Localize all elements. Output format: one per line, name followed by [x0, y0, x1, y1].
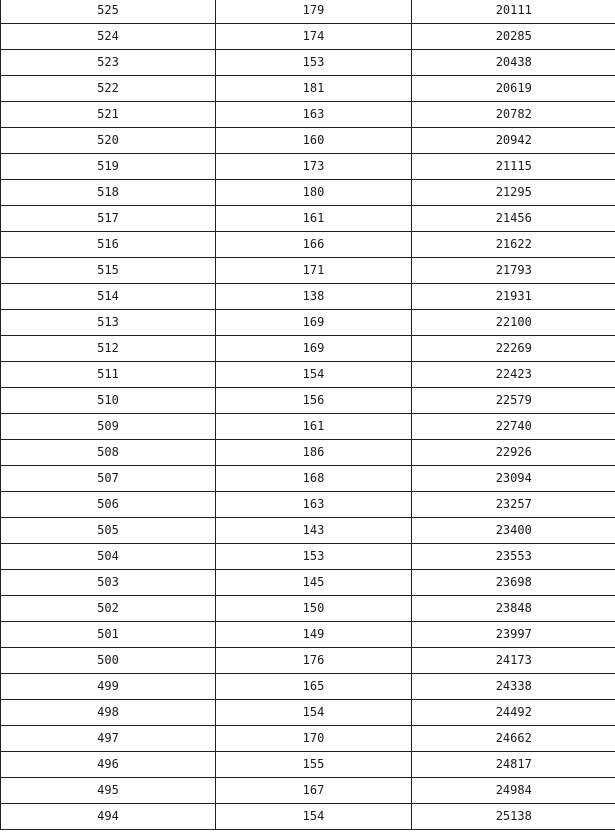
- score-cell: 496: [1, 752, 216, 778]
- table-row: [1, 518, 615, 544]
- count-cell: 154: [216, 700, 412, 726]
- cumulative-cell: 21295: [412, 180, 615, 206]
- cumulative-cell: 20782: [412, 102, 615, 128]
- score-cell: 524: [1, 24, 216, 50]
- score-cell: 518: [1, 180, 216, 206]
- table-row: [1, 414, 615, 440]
- score-cell: 515: [1, 258, 216, 284]
- table-row: [1, 336, 615, 362]
- count-cell: 160: [216, 128, 412, 154]
- cumulative-cell: 20619: [412, 76, 615, 102]
- cumulative-cell: 23698: [412, 570, 615, 596]
- score-cell: 512: [1, 336, 216, 362]
- cumulative-cell: 21115: [412, 154, 615, 180]
- score-cell: 500: [1, 648, 216, 674]
- score-cell: 508: [1, 440, 216, 466]
- score-cell: 503: [1, 570, 216, 596]
- count-cell: 163: [216, 492, 412, 518]
- score-cell: 523: [1, 50, 216, 76]
- cumulative-cell: 23848: [412, 596, 615, 622]
- score-cell: 505: [1, 518, 216, 544]
- score-cell: 502: [1, 596, 216, 622]
- table-row: [1, 596, 615, 622]
- count-cell: 173: [216, 154, 412, 180]
- cumulative-cell: 22740: [412, 414, 615, 440]
- table-row: [1, 648, 615, 674]
- count-cell: 167: [216, 778, 412, 804]
- score-cell: 507: [1, 466, 216, 492]
- score-cell: 509: [1, 414, 216, 440]
- score-cell: 514: [1, 284, 216, 310]
- score-cell: 495: [1, 778, 216, 804]
- score-cell: 494: [1, 804, 216, 830]
- table-row: [1, 466, 615, 492]
- count-cell: 143: [216, 518, 412, 544]
- table-row: [1, 778, 615, 804]
- count-cell: 169: [216, 310, 412, 336]
- score-cell: 525: [1, 0, 216, 24]
- score-cell: 520: [1, 128, 216, 154]
- table-row: [1, 232, 615, 258]
- count-cell: 161: [216, 414, 412, 440]
- cumulative-cell: 24338: [412, 674, 615, 700]
- count-cell: 153: [216, 50, 412, 76]
- cumulative-cell: 22423: [412, 362, 615, 388]
- cumulative-cell: 22579: [412, 388, 615, 414]
- cumulative-cell: 25138: [412, 804, 615, 830]
- cumulative-cell: 21793: [412, 258, 615, 284]
- table-row: [1, 570, 615, 596]
- table-row: [1, 700, 615, 726]
- score-cell: 516: [1, 232, 216, 258]
- table-row: [1, 76, 615, 102]
- cumulative-cell: 22269: [412, 336, 615, 362]
- score-cell: 506: [1, 492, 216, 518]
- count-cell: 150: [216, 596, 412, 622]
- count-cell: 180: [216, 180, 412, 206]
- table-row: [1, 726, 615, 752]
- table-row: [1, 128, 615, 154]
- table-row: [1, 24, 615, 50]
- count-cell: 179: [216, 0, 412, 24]
- cumulative-cell: 20942: [412, 128, 615, 154]
- cumulative-cell: 23553: [412, 544, 615, 570]
- score-cell: 501: [1, 622, 216, 648]
- count-cell: 163: [216, 102, 412, 128]
- cumulative-cell: 23400: [412, 518, 615, 544]
- cumulative-cell: 23257: [412, 492, 615, 518]
- cumulative-cell: 21456: [412, 206, 615, 232]
- cumulative-cell: 23094: [412, 466, 615, 492]
- cumulative-cell: 22100: [412, 310, 615, 336]
- count-cell: 145: [216, 570, 412, 596]
- count-cell: 154: [216, 804, 412, 830]
- cumulative-cell: 24662: [412, 726, 615, 752]
- table-row: [1, 804, 615, 830]
- count-cell: 161: [216, 206, 412, 232]
- table-row: [1, 258, 615, 284]
- count-cell: 168: [216, 466, 412, 492]
- count-cell: 186: [216, 440, 412, 466]
- cumulative-cell: 24173: [412, 648, 615, 674]
- table-row: [1, 0, 615, 24]
- count-cell: 170: [216, 726, 412, 752]
- table-row: [1, 206, 615, 232]
- table-row: [1, 362, 615, 388]
- score-cell: 513: [1, 310, 216, 336]
- cumulative-cell: 24984: [412, 778, 615, 804]
- cumulative-cell: 20285: [412, 24, 615, 50]
- count-cell: 169: [216, 336, 412, 362]
- count-cell: 155: [216, 752, 412, 778]
- count-cell: 171: [216, 258, 412, 284]
- count-cell: 156: [216, 388, 412, 414]
- count-cell: 176: [216, 648, 412, 674]
- score-cell: 498: [1, 700, 216, 726]
- table-row: [1, 622, 615, 648]
- table-row: [1, 50, 615, 76]
- score-cell: 510: [1, 388, 216, 414]
- count-cell: 166: [216, 232, 412, 258]
- score-cell: 504: [1, 544, 216, 570]
- count-cell: 149: [216, 622, 412, 648]
- score-cell: 499: [1, 674, 216, 700]
- table-row: [1, 674, 615, 700]
- cumulative-cell: 22926: [412, 440, 615, 466]
- cumulative-cell: 21622: [412, 232, 615, 258]
- count-cell: 138: [216, 284, 412, 310]
- score-cell: 511: [1, 362, 216, 388]
- score-cell: 517: [1, 206, 216, 232]
- table-row: [1, 154, 615, 180]
- count-cell: 174: [216, 24, 412, 50]
- table-row: [1, 284, 615, 310]
- count-cell: 154: [216, 362, 412, 388]
- cumulative-cell: 20111: [412, 0, 615, 24]
- table-row: [1, 310, 615, 336]
- count-cell: 153: [216, 544, 412, 570]
- table-row: [1, 492, 615, 518]
- table-row: [1, 440, 615, 466]
- table-row: [1, 180, 615, 206]
- score-cell: 521: [1, 102, 216, 128]
- count-cell: 165: [216, 674, 412, 700]
- cumulative-cell: 20438: [412, 50, 615, 76]
- table-row: [1, 544, 615, 570]
- table-row: [1, 388, 615, 414]
- cumulative-cell: 24817: [412, 752, 615, 778]
- cumulative-cell: 21931: [412, 284, 615, 310]
- table-row: [1, 752, 615, 778]
- cumulative-cell: 23997: [412, 622, 615, 648]
- score-cell: 522: [1, 76, 216, 102]
- table-body: [1, 0, 615, 830]
- count-cell: 181: [216, 76, 412, 102]
- table-row: [1, 102, 615, 128]
- score-cell: 497: [1, 726, 216, 752]
- score-cell: 519: [1, 154, 216, 180]
- cumulative-cell: 24492: [412, 700, 615, 726]
